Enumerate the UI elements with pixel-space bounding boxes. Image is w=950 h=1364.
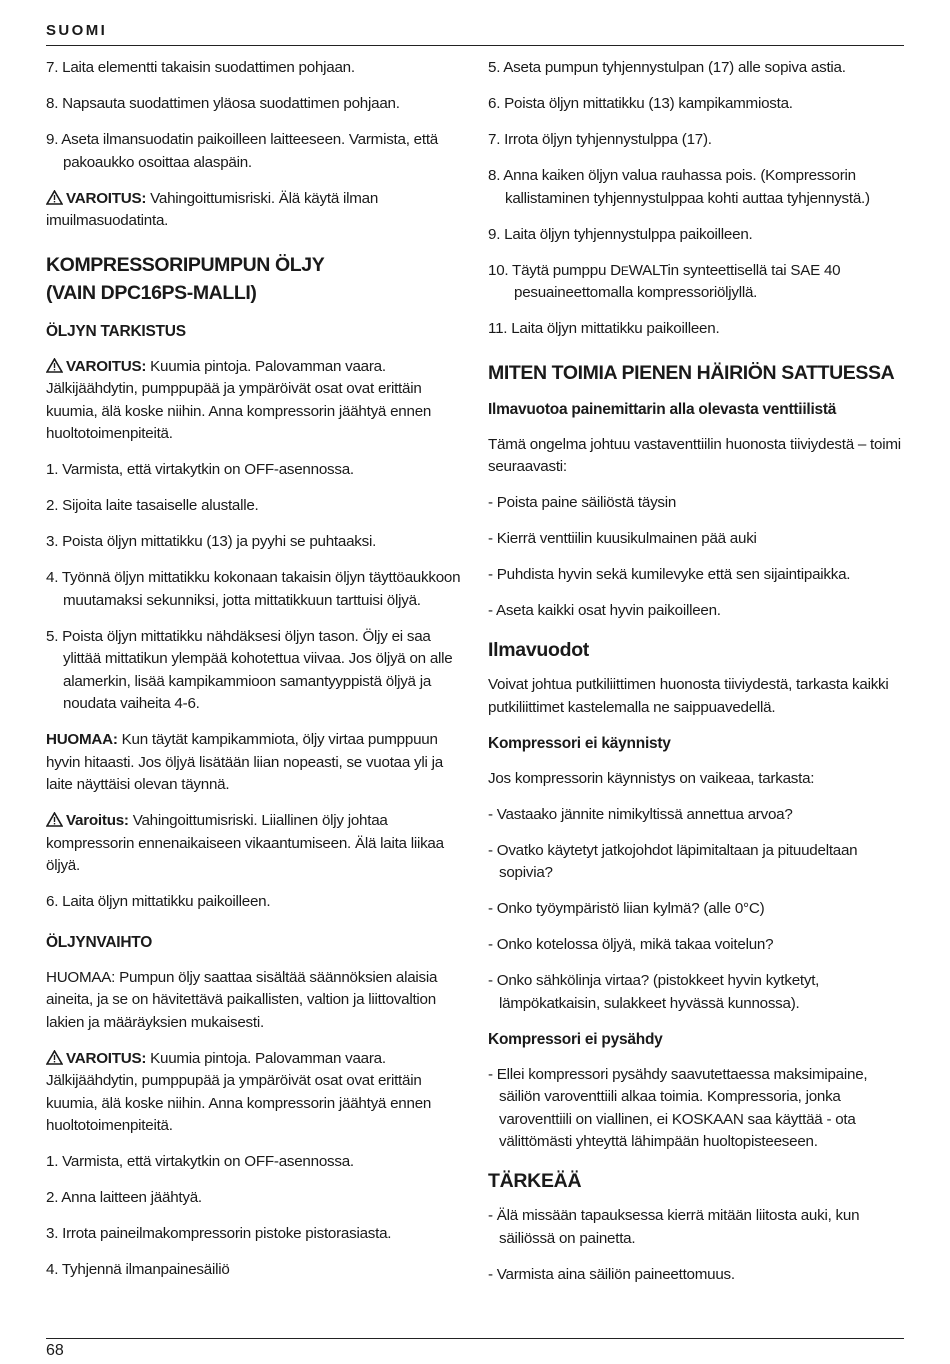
check-step-6: 6. Laita öljyn mittatikku paikoilleen.: [46, 893, 271, 910]
valve-leak-intro: Tämä ongelma johtuu vastaventtiilin huonosta tiiviydestä – toimi seuraavasti:: [488, 435, 901, 475]
section-title-pump-oil: [46, 251, 462, 307]
warning-icon: [46, 190, 63, 205]
check-step-1: 1. Varmista, että virtakytkin on OFF-asennossa.: [46, 461, 354, 478]
change-step-3: 3. Irrota paineilmakompressorin pistoke pistorasiasta.: [46, 1225, 392, 1242]
section-title-line-1: KOMPRESSORIPUMPUN ÖLJY: [46, 253, 325, 276]
change-step-9: 9. Laita öljyn tyhjennystulppa paikoilleen.: [488, 225, 753, 243]
section-title-troubleshooting: MITEN TOIMIA PIENEN HÄIRIÖN SATTUESSA: [488, 361, 895, 384]
warning-text: Vahingoittumisriski. Älä käytä ilman imuilmasuodatinta.: [46, 189, 379, 229]
subheading-no-stop: Kompressori ei pysähdy: [488, 1030, 663, 1048]
subheading-air-leaks: Ilmavuodot: [488, 639, 590, 661]
list-item: - Aseta kaikki osat hyvin paikoilleen.: [488, 602, 721, 619]
change-step-10: [488, 260, 904, 305]
page-number: 68: [46, 1342, 64, 1359]
header-rule: [46, 45, 904, 46]
subheading-valve-leak: Ilmavuotoa painemittarin alla olevasta venttiilistä: [488, 400, 837, 418]
air-leaks-text: Voivat johtua putkiliittimen huonosta tiiviydestä, tarkasta kaikki putkiliittimet kastelemalla ne saippuavedellä.: [488, 676, 889, 716]
list-item: - Ellei kompressori pysähdy saavutettaessa maksimipaine, säiliön varoventtiili alkaa toimia. Kompressoria, jonka varoventtiili on viallinen, ei KOSKAAN saa käyttää - ota välittömästi yhteyttä lähimpään huoltopisteeseen.: [488, 1065, 868, 1150]
no-start-intro: Jos kompressorin käynnistys on vaikeaa, tarkasta:: [488, 769, 815, 787]
check-step-2: 2. Sijoita laite tasaiselle alustalle.: [46, 497, 259, 514]
list-item: - Puhdista hyvin sekä kumilevyke että sen sijaintipaikka.: [488, 566, 851, 583]
list-item: - Älä missään tapauksessa kierrä mitään liitosta auki, kun säiliössä on painetta.: [488, 1207, 860, 1247]
step-7: 7. Laita elementti takaisin suodattimen pohjaan.: [46, 59, 355, 76]
change-step-1: 1. Varmista, että virtakytkin on OFF-asennossa.: [46, 1153, 354, 1170]
note-crankcase: [46, 729, 462, 797]
warning-label: VAROITUS:: [66, 1049, 147, 1067]
section-title-line-2: (VAIN DPC16PS-MALLI): [46, 281, 257, 304]
brand-small-caps: E: [620, 263, 629, 278]
step-10-prefix: 10. Täytä pumppu D: [488, 261, 621, 279]
warning-filter: [46, 188, 462, 233]
warning-label: Varoitus:: [66, 812, 129, 829]
change-step-8: 8. Anna kaiken öljyn valua rauhassa pois. (Kompressorin kallistaminen tyhjennystulppaa kohti auttaa tyhjennystä.): [488, 167, 870, 207]
page-header-language: SUOMI: [46, 22, 108, 39]
right-column: [488, 57, 904, 1300]
check-step-4: 4. Työnnä öljyn mittatikku kokonaan takaisin öljyn täyttöaukkoon muutamaksi sekunniksi, jotta mittatikkuun tarttuisi öljyä.: [46, 569, 461, 609]
check-step-5: 5. Poista öljyn mittatikku nähdäksesi öljyn tason. Öljy ei saa ylittää mittatikun ylempää kohotettua viivaa. Jos öljyä on alle alamerkin, lisää kampikammioon samantyyppistä öljyä ja noudata vaiheita 4-6.: [46, 627, 453, 712]
change-step-4: 4. Tyhjennä ilmanpainesäiliö: [46, 1261, 230, 1278]
check-step-3: 3. Poista öljyn mittatikku (13) ja pyyhi se puhtaaksi.: [46, 533, 377, 550]
left-column: [46, 57, 462, 1295]
list-item: - Vastaako jännite nimikyltissä annettua arvoa?: [488, 805, 793, 823]
change-step-11: 11. Laita öljyn mittatikku paikoilleen.: [488, 320, 720, 337]
step-8: 8. Napsauta suodattimen yläosa suodattimen pohjaan.: [46, 95, 400, 112]
list-item: - Kierrä venttiilin kuusikulmainen pää auki: [488, 530, 757, 547]
list-item: - Poista paine säiliöstä täysin: [488, 494, 677, 511]
subheading-important: TÄRKEÄÄ: [488, 1170, 582, 1192]
warning-icon: [46, 358, 63, 373]
warning-text: Vahingoittumisriski. Liiallinen öljy johtaa kompressorin ennenaikaiseen vikaantumiseen. Älä laita liikaa öljyä.: [46, 812, 444, 874]
footer-rule: [46, 1338, 904, 1339]
change-step-5: 5. Aseta pumpun tyhjennystulpan (17) alle sopiva astia.: [488, 59, 846, 76]
warning-label: VAROITUS:: [66, 189, 147, 207]
warning-icon: [46, 812, 63, 827]
list-item: - Onko kotelossa öljyä, mikä takaa voitelun?: [488, 936, 774, 953]
change-step-7: 7. Irrota öljyn tyhjennystulppa (17).: [488, 131, 712, 148]
brand-rest: WALT: [628, 261, 668, 279]
warning-text: Kuumia pintoja. Palovamman vaara. Jälkijäähdytin, pumppupää ja ympäröivät osat ovat erittäin kuumia, älä koske niihin. Anna kompressorin jäähtyä ennen huoltotoimenpiteitä.: [46, 1049, 432, 1134]
note-label: HUOMAA:: [46, 731, 118, 748]
list-item: - Onko sähkölinja virtaa? (pistokkeet hyvin kytketyt, lämpökatkaisin, sulakkeet hyvässä kunnossa).: [488, 972, 820, 1012]
subheading-no-start: Kompressori ei käynnisty: [488, 734, 671, 752]
warning-icon: [46, 1050, 63, 1065]
warning-text: Kuumia pintoja. Palovamman vaara. Jälkijäähdytin, pumppupää ja ympäröivät osat ovat erittäin kuumia, älä koske niihin. Anna kompressorin jäähtyä ennen huoltotoimenpiteitä.: [46, 357, 432, 442]
step-9: 9. Aseta ilmansuodatin paikoilleen laitteeseen. Varmista, että pakoaukko osoittaa alaspäin.: [46, 131, 438, 171]
step-10-suffix: in synteettisellä tai SAE 40 pesuaineettomalla kompressoriöljyllä.: [514, 261, 841, 301]
note-disposal: HUOMAA: Pumpun öljy saattaa sisältää säännöksien alaisia aineita, ja se on hävitettävä paikallisten, valtion ja liittovaltion lakien ja määräyksien mukaisesti.: [46, 968, 438, 1031]
warning-excess-oil: [46, 810, 462, 878]
warning-hot-surfaces: [46, 356, 462, 446]
subheading-oil-check: ÖLJYN TARKISTUS: [46, 322, 186, 340]
list-item: - Ovatko käytetyt jatkojohdot läpimitaltaan ja pituudeltaan sopivia?: [488, 841, 858, 881]
note-text: Kun täytät kampikammiota, öljy virtaa pumppuun hyvin hitaasti. Jos öljyä lisätään liian nopeasti, se vuotaa yli ja laite näyttäisi olevan täynnä.: [46, 731, 443, 793]
warning-label: VAROITUS:: [66, 357, 147, 375]
list-item: - Varmista aina säiliön paineettomuus.: [488, 1265, 735, 1283]
change-step-6: 6. Poista öljyn mittatikku (13) kampikammiosta.: [488, 95, 793, 112]
list-item: - Onko työympäristö liian kylmä? (alle 0°C): [488, 900, 765, 917]
warning-hot-surfaces-2: [46, 1048, 462, 1138]
change-step-2: 2. Anna laitteen jäähtyä.: [46, 1189, 202, 1206]
subheading-oil-change: ÖLJYNVAIHTO: [46, 933, 153, 951]
